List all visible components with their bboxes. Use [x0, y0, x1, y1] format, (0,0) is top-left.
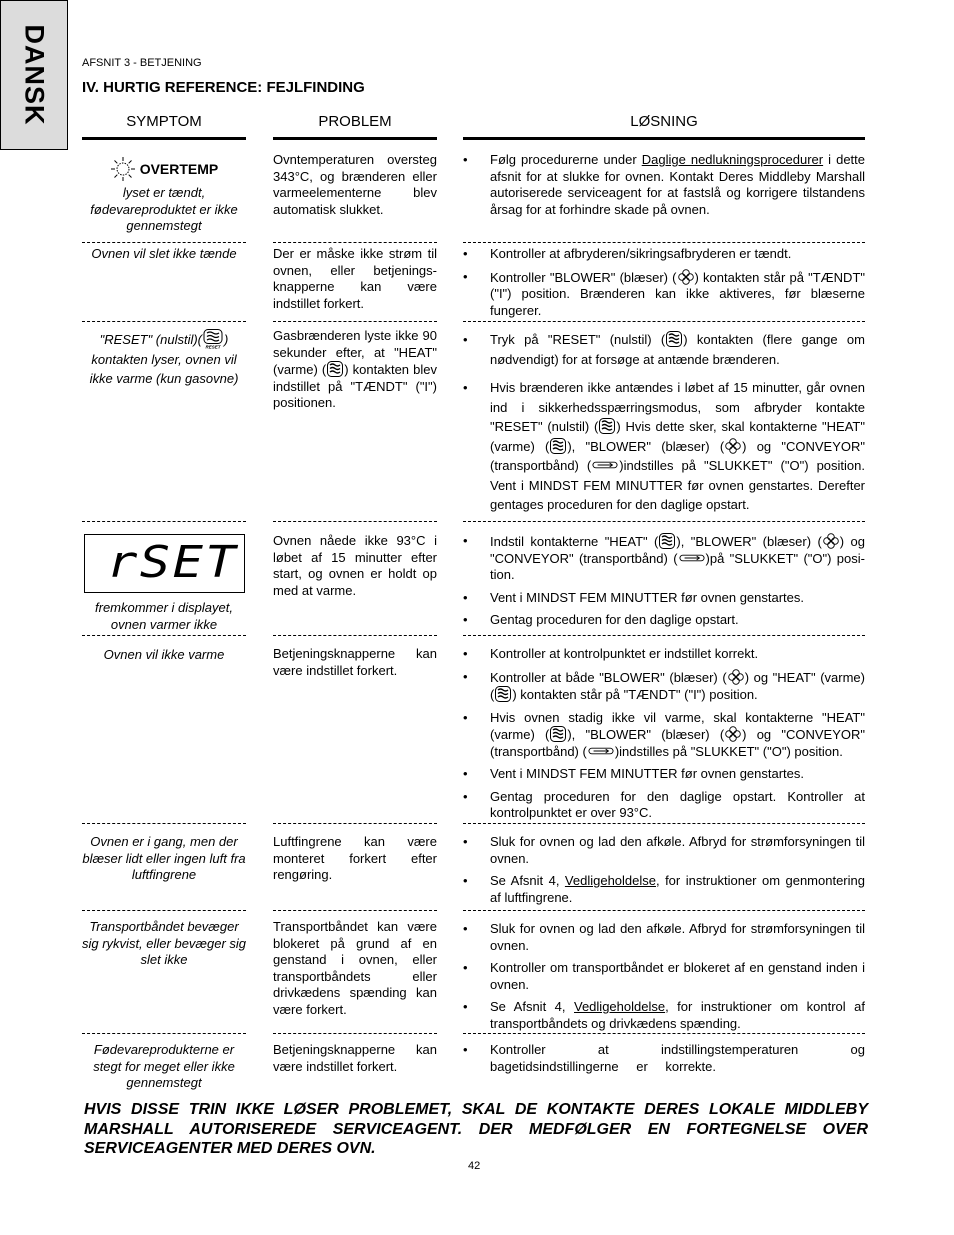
row-2-problem: Der er måske ikke strøm til ovnen, eller betjenings-knapperne kan være indstillet forkert.: [273, 246, 437, 311]
row-2-solution: [463, 246, 865, 325]
row-6-symptom: Ovnen er i gang, men der blæser lidt eller ingen luft fra luftfingrene: [82, 834, 246, 882]
row-2-symptom: Ovnen vil slet ikke tænde: [91, 246, 237, 261]
row-7-solution: [463, 921, 865, 1038]
blower-fan-icon: [728, 669, 744, 685]
row-5-problem: Betjeningsknapperne kan være indstillet forkert.: [273, 646, 437, 678]
reset-button-icon: [203, 329, 223, 349]
reset-button-icon: [666, 331, 682, 347]
procedure-link: Daglige nedlukningsprocedurer: [641, 152, 824, 167]
row-8-symptom: Fødevareprodukterne er stegt for meget eller ikke gennemstegt: [93, 1042, 235, 1090]
reset-button-icon: [599, 418, 615, 434]
conveyor-belt-icon: [588, 746, 614, 756]
list-item: • Indstil kontakterne "HEAT" ( ), "BLOWER" (blæser) ( ) og "CONVEYOR" (transportbånd) ( )på "SLUKKET" ("O") posi-tion.: [463, 533, 865, 584]
list-item: • Hvis ovnen stadig ikke vil varme, skal kontakterne "HEAT" (varme) ( ), "BLOWER" (blæser) ( ) og "CONVEYOR" (transportbånd) ( )indstilles på "SLUKKET" ("O") position.: [463, 710, 865, 761]
column-rule-solution: [463, 137, 865, 140]
language-tab: [0, 0, 68, 150]
list-item: • Kontroller om transportbåndet er blokeret af en genstand inden i ovnen.: [463, 960, 865, 993]
row-6-solution: [463, 834, 865, 912]
maintenance-link: Vedligeholdelse: [564, 873, 656, 888]
control-display: [84, 534, 245, 593]
conveyor-belt-icon: [679, 553, 705, 563]
column-header-symptom: SYMPTOM: [126, 113, 202, 130]
row-8-problem: Betjeningsknapperne kan være indstillet forkert.: [273, 1042, 437, 1074]
language-tab-label: DANSK: [19, 24, 50, 126]
list-item: • Se Afsnit 4, Vedligeholdelse, for instruktioner om kontrol af transportbåndets og drivkædens spænding.: [463, 999, 865, 1032]
column-rule-symptom: [82, 137, 246, 140]
blower-fan-icon: [725, 438, 741, 454]
list-item: • Gentag proceduren for den daglige opstart. Kontroller at kontrolpunktet er over 93°C.: [463, 789, 865, 822]
page-title: IV. HURTIG REFERENCE: FEJLFINDING: [82, 79, 365, 96]
row-4-problem: Ovnen nåede ikke 93°C i løbet af 15 minutter efter start, og ovnen er holdt op med at varme.: [273, 533, 437, 598]
heat-waves-icon: [550, 726, 566, 742]
row-3-symptom: "RESET" (nulstil)( RESET ) kontakten lyser, ovnen vil ikke varme (kun gasovne): [82, 329, 246, 389]
list-item: • Sluk for ovnen og lad den afkøle. Afbryd for strømforsyningen til ovnen.: [463, 834, 865, 867]
list-item: • Vent i MINDST FEM MINUTTER før ovnen genstartes.: [463, 590, 865, 607]
maintenance-link: Vedligeholdelse: [574, 999, 666, 1014]
overtemp-label: OVERTEMP: [139, 160, 219, 177]
row-3-problem: Gasbrænderen lyste ikke 90 sekunder efter, at "HEAT" (varme) ( ) kontakten blev indstillet på "TÆNDT" ("I") positionen.: [273, 328, 437, 410]
heat-waves-icon: [659, 533, 675, 549]
column-rule-problem: [273, 137, 437, 140]
list-item: • Hvis brænderen ikke antændes i løbet af 15 minutter, går ovnen ind i sikkerhedsspærringsmodus, som afbryder kontakte "RESET" (nulstil) ( ) Hvis dette sker, skal kontakterne "HEAT" (varme) ( ), "BLOWER" (blæser) ( ) og "CONVEYOR" (transportbånd) ( )indstilles på "SLUKKET" ("O") position. Vent i MINDST FEM MINUTTER før ovnen genstartes. Derefter gentages proceduren for den daglige opstart.: [463, 378, 865, 515]
heat-waves-icon: [495, 686, 511, 702]
list-item: • Kontroller at indstillingstemperaturen og bagetidsindstillingerne er korrekte.: [463, 1042, 865, 1075]
column-header-problem: PROBLEM: [318, 113, 392, 130]
overtemp-sun-icon: [110, 156, 136, 182]
heat-waves-icon: [550, 438, 566, 454]
symptom-text: lyset er tændt, fødevareproduktet er ikke gennemstegt: [90, 185, 238, 233]
row-1-symptom: [82, 156, 246, 235]
row-5-solution: [463, 646, 865, 828]
row-7-symptom: Transportbåndet bevæger sig rykvist, eller bevæger sig slet ikke: [82, 919, 246, 967]
list-item: • Følg procedurerne under Daglige nedlukningsprocedurer i dette afsnit for at slukke for ovnen. Kontakt Deres Middleby Marshall autoriserede serviceagent for at fastslå og korrigere tilstandens årsag for at forhindre skade på ovnen.: [463, 152, 865, 218]
conveyor-belt-icon: [592, 460, 618, 470]
list-item: • Vent i MINDST FEM MINUTTER før ovnen genstartes.: [463, 766, 865, 783]
row-8-solution: [463, 1042, 865, 1081]
list-item: • Kontroller at afbryderen/sikringsafbryderen er tændt.: [463, 246, 865, 263]
list-item: • Gentag proceduren for den daglige opstart.: [463, 612, 865, 629]
display-readout: rSET: [107, 537, 239, 588]
row-4-solution: [463, 533, 865, 635]
blower-fan-icon: [823, 533, 839, 549]
row-6-problem: Luftfingrene kan være monteret forkert efter rengøring.: [273, 834, 437, 882]
list-item: • Se Afsnit 4, Vedligeholdelse, for instruktioner om genmontering af luftfingrene.: [463, 873, 865, 906]
column-header-solution: LØSNING: [630, 113, 698, 130]
blower-fan-icon: [678, 269, 694, 285]
heat-waves-icon: [327, 361, 343, 377]
footer-note: HVIS DISSE TRIN IKKE LØSER PROBLEMET, SKAL DE KONTAKTE DERES LOKALE MIDDLEBY MARSHALL AUTORISEREDE SERVICEAGENT. DER MEDFØLGER EN FORTEGNELSE OVER SERVICEAGENTER MED DERES OVN.: [84, 1101, 868, 1157]
svg-text:RESET: RESET: [205, 344, 221, 349]
page-number: 42: [468, 1160, 481, 1172]
row-4-symptom: fremkommer i displayet, ovnen varmer ikke: [95, 600, 233, 632]
row-3-solution: [463, 330, 865, 521]
blower-fan-icon: [725, 726, 741, 742]
list-item: • Kontroller at kontrolpunktet er indstillet korrekt.: [463, 646, 865, 663]
row-7-problem: Transportbåndet kan være blokeret på grund af en genstand i ovnen, eller transportbåndets eller drivkædens spænding kan være forkert.: [273, 919, 437, 1017]
row-1-solution: [463, 152, 865, 224]
list-item: • Tryk på "RESET" (nulstil) ( ) kontakten (flere gange om nødvendigt) for at forsøge at antænde brænderen.: [463, 330, 865, 369]
row-5-symptom: Ovnen vil ikke varme: [103, 647, 225, 662]
list-item: • Kontroller "BLOWER" (blæser) ( ) kontakten står på "TÆNDT" ("I") position. Brænderen kan ikke aktiveres, før blæserne fungerer.: [463, 269, 865, 320]
row-1-problem: Ovntemperaturen oversteg 343°C, og brænderen eller varmeelementerne blev automatisk slukket.: [273, 152, 437, 217]
section-label: AFSNIT 3 - BETJENING: [82, 57, 202, 69]
list-item: • Kontroller at både "BLOWER" (blæser) ( ) og "HEAT" (varme) ( ) kontakten står på "TÆNDT" ("I") position.: [463, 669, 865, 704]
list-item: • Sluk for ovnen og lad den afkøle. Afbryd for strømforsyningen til ovnen.: [463, 921, 865, 954]
